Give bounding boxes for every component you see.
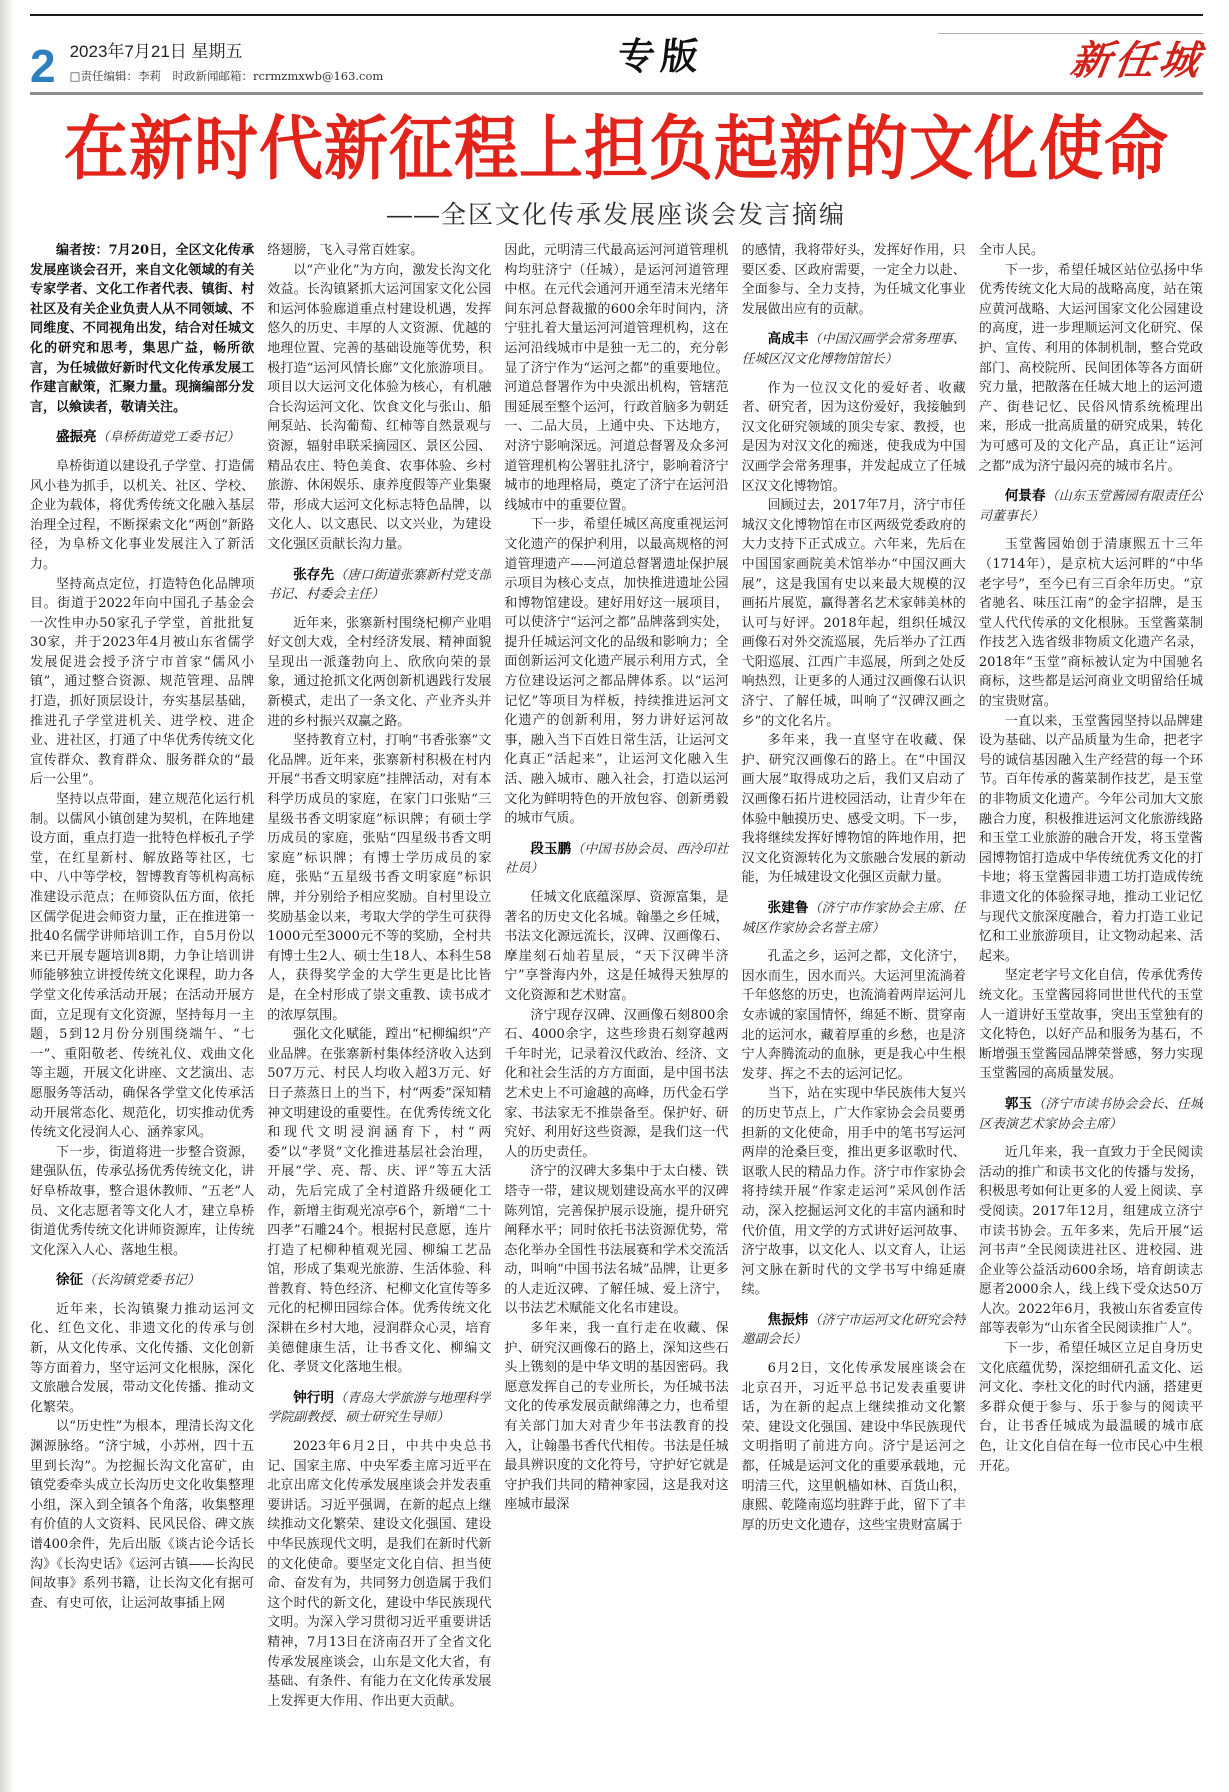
speaker-byline — [979, 1095, 1203, 1134]
page-number: 2 — [30, 40, 56, 92]
speaker-name: 何景春 — [1004, 488, 1046, 505]
body-paragraph: 回顾过去，2017年7月，济宁市任城汉文化博物馆在市区两级党委政府的大力支持下正式成立。六年来，先后在中国国家画院美术馆举办“中国汉画大展”，这是我国有史以来最大规模的汉画拓片展览，赢得著名艺术家韩美林的认可与好评。2018年起，组织任城汉画像石对外交流巡展，先后举办了江西弋阳巡展、江西广丰巡展，所到之处反响热烈，让更多的人通过汉画像石认识济宁、了解任城，叫响了“汉碑汉画之乡”的文化名片。 — [741, 498, 966, 729]
body-paragraph: 6月2日，文化传承发展座谈会在北京召开，习近平总书记发表重要讲话，为在新的起点上继续推动文化繁荣、建设文化强国、建设中华民族现代文明指明了前进方向。济宁是运河之都，任城是运河文化的重要承载地，元明清三代，这里帆樯如林、百货山积，康熙、乾隆南巡均驻跸于此，留下了丰厚的历史文化遗存，这些宝贵财富属于 — [741, 1361, 966, 1533]
body-paragraph: 多年来，我一直坚守在收藏、保护、研究汉画像石的路上。在“中国汉画大展”取得成功之后，我们又启动了汉画像石拓片进校园活动，让青少年在体验中触摸历史、感受文明。下一步，我将继续发挥好博物馆的阵地作用，把汉文化资源转化为文旅融合发展的新动能，为任城建设文化强区贡献力量。 — [741, 733, 966, 886]
body-paragraph: 坚定老字号文化自信，传承优秀传统文化。玉堂酱园将同世世代代的玉堂人一道讲好玉堂故事，突出玉堂独有的文化特色，以好产品和服务为基石，不断增强玉堂酱园品牌荣誉感，努力实现玉堂酱园的高质量发展。 — [978, 968, 1203, 1082]
body-paragraph: 近年来，张寨新村围绕杞柳产业唱好文创大戏，全村经济发展、精神面貌呈现出一派蓬勃向上、欣欣向荣的景象，通过抢抓文化两创新机遇践行发展新模式，走出了一条文化、产业齐头并进的乡村振兴双赢之路。 — [267, 615, 492, 729]
speaker-byline — [30, 1271, 254, 1291]
body-paragraph: 多年来，我一直行走在收藏、保护、研究汉画像石的路上，深知这些石头上镌刻的是中华文明的基因密码。我愿意发挥自己的专业所长，为任城书法文化的传承发展贡献绵薄之力，也希望有关部门加大对青少年书法教育的投入，让翰墨书香代代相传。书法是任城最具辨识度的文化符号，守护好它就是守护我们共同的精神家园，这是我对这座城市最深 — [504, 1321, 729, 1513]
text-column-1 — [30, 241, 254, 1789]
speaker-title: （山东玉堂酱园有限责任公司董事长） — [978, 489, 1203, 524]
speaker-title: （青岛大学旅游与地理科学学院副教授、硕士研究生导师） — [267, 1390, 492, 1426]
body-paragraph: 玉堂酱园始创于清康熙五十三年（1714年），是京杭大运河畔的“中华老字号”，至今已有三百余年历史。“京省驰名、味压江南”的金字招牌，是玉堂人代代传承的文化根脉。玉堂酱菜制作技艺入选省级非物质文化遗产名录，2018年“玉堂”商标被认定为中国驰名商标，这些都是运河商业文明留给任城的宝贵财富。 — [978, 537, 1203, 710]
speaker-title: （长沟镇党委书记） — [83, 1273, 201, 1289]
speaker-byline — [30, 428, 254, 448]
body-paragraph: 因此，元明清三代最高运河河道管理机构均驻济宁（任城），是运河河道管理中枢。在元代会通河开通至清末光绪年间东河总督裁撤的600余年时间内，济宁驻扎着大量运河河道管理机构，这在运河沿线城市中是独一无二的，充分彰显了济宁作为“运河之都”的重要地位。河道总督署作为中央派出机构，管辖范围延展至整个运河，行政首脑多为朝廷一、二品大员，上通中央、下达地方，对济宁影响深远。河道总督署及众多河道管理机构公署驻扎济宁，影响着济宁城市的地理格局，奠定了济宁在运河沿线城市中的重要位置。 — [504, 243, 729, 513]
speaker-title: （中国汉画学会常务理事、任城区汉文化博物馆馆长） — [741, 332, 966, 367]
body-paragraph: 近年来，长沟镇聚力推动运河文化、红色文化、非遗文化的传承与创新，从文化传承、文化传播、文化创新等方面着力，坚守运河文化根脉，深化文旅融合发展，带动文化传播、推动文化繁荣。 — [30, 1301, 255, 1415]
speaker-title: （阜桥街道党工委书记） — [96, 430, 240, 446]
text-column-4 — [742, 241, 966, 1789]
body-paragraph: 任城文化底蕴深厚、资源富集，是著名的历史文化名城。翰墨之乡任城，书法文化源远流长，汉碑、汉画像石、摩崖刻石灿若星辰，“天下汉碑半济宁”享誉海内外，这是任城得天独厚的文化资源和艺术财富。 — [504, 890, 729, 1003]
body-paragraph: 坚持高点定位，打造特色化品牌项目。街道于2022年向中国孔子基金会一次性申办50家孔子学堂，首批批复30家，并于2023年4月被山东省儒学发展促进会授予济宁市首家“儒风小镇”，通过整合资源、规范管理、品牌打造，抓好顶层设计，夯实基层基础，推进孔子学堂进机关、进学校、进企业、进社区，打通了中华优秀传统文化宣传群众、教育群众、服务群众的“最后一公里”。 — [30, 576, 255, 788]
masthead-divider — [938, 33, 1203, 34]
body-paragraph: 济宁的汉碑大多集中于太白楼、铁塔寺一带，建议规划建设高水平的汉碑陈列馆，完善保护展示设施，提升研究阐释水平；同时依托书法资源优势，常态化举办全国性书法展赛和学术交流活动，叫响“中国书法名城”品牌，让更多的人走近汉碑、了解任城、爱上济宁，以书法艺术赋能文化名市建设。 — [504, 1164, 729, 1317]
speaker-name: 张存先 — [293, 566, 335, 583]
speaker-name: 钟行明 — [293, 1389, 335, 1406]
speaker-name: 张建鲁 — [767, 900, 809, 916]
masthead-logo: 新任城 — [1067, 37, 1207, 84]
header-rule — [30, 92, 1203, 95]
body-paragraph: 的感情，我将带好头，发挥好作用，只要区委、区政府需要，一定全力以赴、全面参与、全力支持，为任城文化事业发展做出应有的贡献。 — [741, 243, 966, 317]
body-paragraph: 下一步，希望任城区立足自身历史文化底蕴优势，深挖细研孔孟文化、运河文化、李杜文化的时代内涵，搭建更多群众便于参与、乐于参与的阅读平台，让书香任城成为最温暖的城市底色，让文化自信在每一位市民心中生根开花。 — [978, 1341, 1203, 1474]
body-paragraph: 一直以来，玉堂酱园坚持以品牌建设为基础、以产品质量为生命，把老字号的诚信基因融入生产经营的每一个环节。百年传承的酱菜制作技艺，是玉堂的非物质文化遗产。今年公司加大文旅融合力度，积极推进运河文化旅游线路和玉堂工业旅游的融合开发，将玉堂酱园博物馆打造成中华传统优秀文化的打卡地；将玉堂酱园非遗工坊打造成传统非遗文化的体验探寻地，推动工业记忆与现代文旅深度融合，着力打造工业记忆和工业旅游项目，让文物动起来、活起来。 — [978, 713, 1203, 964]
speaker-title: （济宁市读书协会会长、任城区表演艺术家协会主席） — [978, 1096, 1203, 1132]
date-line: 2023年7月21日 星期五 — [69, 42, 243, 61]
speaker-name: 焦振炜 — [767, 1311, 809, 1328]
speaker-byline — [742, 1311, 966, 1350]
body-paragraph: 当下，站在实现中华民族伟大复兴的历史节点上，广大作家协会会员要勇担新的文化使命，用手中的笔书写运河两岸的沧桑巨变，推出更多讴歌时代、讴歌人民的精品力作。济宁市作家协会将持续开展“作家走运河”采风创作活动，深入挖掘运河文化的丰富内涵和时代价值，用文学的方式讲好运河故事、济宁故事，以文化人、以文育人，让运河文脉在新时代的文学书写中绵延赓续。 — [741, 1086, 966, 1298]
text-column-2 — [267, 241, 491, 1789]
body-paragraph: 下一步，街道将进一步整合资源，建强队伍，传承弘扬优秀传统文化，讲好阜桥故事，整合退休教师、“五老”人员、文化志愿者等文化人才，建立阜桥街道优秀传统文化讲师资源库，让传统文化深入人心、落地生根。 — [30, 1144, 255, 1258]
speaker-byline — [742, 899, 966, 938]
speaker-title: （中国书协会员、西泠印社社员） — [504, 841, 729, 877]
page-header — [30, 24, 1207, 92]
body-paragraph: 以“产业化”为方向，激发长沟文化效益。长沟镇紧抓大运河国家文化公园和运河体验廊道重点村建设机遇，发挥悠久的历史、丰厚的人文资源、优越的地理位置、完善的基础设施等优势，积极打造“运河风情长廊”文化旅游项目。项目以大运河文化体验为核心，有机融合长沟运河文化、饮食文化与张山、船闸泵站、长沟葡萄、红柿等自然景观与资源，辐射串联采摘园区、景区公园、精品农庄、特色美食、农事体验、乡村旅游、休闲娱乐、康养度假等产业集聚带，形成大运河文化标志特色品牌，以文化人、以文惠民、以文兴业，为建设文化强区贡献长沟力量。 — [267, 262, 492, 552]
body-paragraph: 济宁现存汉碑、汉画像石刻800余石、4000余字，这些珍贵石刻穿越两千年时光，记录着汉代政治、经济、文化和社会生活的方方面面，是中国书法艺术史上不可逾越的高峰，历代金石学家、书法家无不推崇备至。保护好、研究好、利用好这些资源，是我们这一代人的历史责任。 — [504, 1007, 729, 1160]
speaker-byline — [267, 566, 491, 605]
speaker-title: （济宁市作家协会主席、任城区作家协会名誉主席） — [741, 901, 966, 936]
speaker-name: 徐征 — [56, 1272, 83, 1289]
speaker-title: （唐口街道张寨新村党支部书记、村委会主任） — [267, 567, 492, 603]
body-paragraph: 作为一位汉文化的爱好者、收藏者、研究者，因为这份爱好，我接触到汉文化研究领域的顶尖专家、教授，也是因为对汉文化的痴迷，使我成为中国汉画学会常务理事，并发起成立了任城区汉文化博物馆。 — [741, 380, 966, 494]
body-paragraph: 下一步，希望任城区站位弘扬中华优秀传统文化大局的战略高度，站在策应黄河战略、大运河国家文化公园建设的高度，进一步理顺运河文化研究、保护、宣传、利用的体制机制，整合党政部门、高校院所、民间团体等各方面研究力量，把散落在任城大地上的运河遗产、街巷记忆、民俗风情系统梳理出来，形成一批高质量的研究成果，转化为可感可及的文化产品，真正让“运河之都”成为济宁最闪亮的城市名片。 — [978, 262, 1203, 474]
speaker-name: 高成丰 — [767, 331, 809, 348]
header-left — [30, 37, 384, 92]
editor-note: 编者按：7月20日，全区文化传承发展座谈会召开，来自文化领域的有关专家学者、文化工作者代表、镇街、村社区及有关企业负责人从不同领域、不同维度、不同视角出发，结合对任城文化的研究和思考，集思广益，畅所欲言，为任城做好新时代文化传承发展工作建言献策，汇聚力量。现摘编部分发言，以飨读者，敬请关注。 — [30, 243, 255, 415]
body-paragraph: 坚持教育立村，打响“书香张寨”文化品牌。近年来，张寨新村积极在村内开展“书香文明家庭”挂牌活动，对有本科学历成员的家庭，在家门口张贴“三星级书香文明家庭”标识牌；有硕士学历成员的家庭，张贴“四星级书香文明家庭”标识牌；有博士学历成员的家庭，张贴“五星级书香文明家庭”标识牌，并分别给予相应奖励。自村里设立奖励基金以来，考取大学的学生可获得1000元至3000元不等的奖励，全村共有博士生2人、硕士生18人、本科生58人，获得奖学金的大学生更是比比皆是，在全村形成了崇文重教、读书成才的浓厚氛围。 — [267, 733, 492, 1023]
body-paragraph: 强化文化赋能，蹚出“杞柳编织”产业品牌。在张寨新村集体经济收入达到507万元、村民人均收入超3万元、好日子蒸蒸日上的当下，村“两委”深知精神文明建设的重要性。在优秀传统文化和现代文明浸润涵育下，村“两委”以“孝贤”文化推进基层社会治理，开展“学、亮、帮、庆、评”等五大活动，先后完成了全村道路升级硬化工作，新增主街观光凉亭6个，新增“二十四孝”石雕24个。根据村民意愿，连片打造了杞柳种植观光园、柳编工艺品馆，形成了集观光旅游、生活体验、科普教育、特色经济、杞柳文化宣传等多元化的杞柳田园综合体。优秀传统文化深耕在乡村大地，浸润群众心灵，培育美德健康生活，让书香文化、柳编文化、孝贤文化落地生根。 — [267, 1027, 492, 1376]
speaker-name: 段玉鹏 — [530, 840, 572, 857]
speaker-byline — [742, 330, 966, 369]
article-columns — [30, 241, 1203, 1789]
section-label: 专版 — [615, 36, 706, 77]
masthead-wrap — [938, 33, 1207, 86]
text-column-5 — [979, 241, 1203, 1789]
speaker-byline — [979, 487, 1203, 526]
editor-line: □责任编辑：李莉 时政新闻邮箱：rcrmzmxwb@163.com — [69, 69, 384, 83]
body-paragraph: 孔孟之乡，运河之都，文化济宁，因水而生，因水而兴。大运河里流淌着千年悠悠的历史，也流淌着两岸运河儿女赤诚的家国情怀，绵延不断、贯穿南北的运河水，藏着厚重的乡愁，也是济宁人奔腾流动的血脉，更是我心中生根发芽、挥之不去的运河记忆。 — [741, 949, 966, 1082]
speaker-title: （济宁市运河文化研究会特邀副会长） — [741, 1312, 966, 1348]
body-paragraph: 下一步，希望任城区高度重视运河文化遗产的保护利用，以最高规格的河道管理遗产——河道总督署遗址保护展示项目为核心支点，加快推进遗址公园和博物馆建设。建好用好这一展项目，可以使济宁“运河之都”品牌落到实处，提升任城运河文化的品级和影响力；全面创新运河文化遗产展示利用方式，全方位建设运河之都品牌体系。以“运河记忆”等项目为样板，持续推进运河文化遗产的创新利用，努力讲好运河故事，融入当下百姓日常生活，让运河文化真正“活起来”，让运河文化融入生活、融入城市、融入社会，打造以运河文化为鲜明特色的开放包容、创新勇毅的城市气质。 — [504, 517, 729, 827]
speaker-byline — [504, 840, 728, 879]
body-paragraph: 坚持以点带面，建立规范化运行机制。以儒风小镇创建为契机，在阵地建设方面，重点打造一批特色样板孔子学堂，在红星新村、解放路等社区，七中、八中等学校，智博教育等机构高标准建设示范点；在师资队伍方面，依托区儒学促进会师资力量，正在推进第一批40名儒学讲师培训工作，自5月份以来已开展专题培训8期，力争让培训讲师能够独立讲授传统文化课程，助力各学堂文化传承活动开展；在活动开展方面，立足现有文化资源，坚持每月一主题，5到12月份分别围绕端午、“七一”、重阳敬老、传统礼仪、戏曲文化等主题，开展文化讲座、文艺演出、志愿服务等活动，确保各学堂文化传承活动开展常态化、规范化，切实推动优秀传统文化浸润人心、涵养家风。 — [30, 792, 255, 1141]
text-column-3 — [504, 241, 728, 1789]
main-headline: 在新时代新征程上担负起新的文化使命 — [64, 109, 1169, 188]
speaker-name: 盛振亮 — [56, 429, 97, 446]
body-paragraph: 阜桥街道以建设孔子学堂、打造儒风小巷为抓手，以机关、社区、学校、企业为载体，将优秀传统文化融入基层治理全过程，不断探索文化“两创”新路径，为阜桥文化事业发展注入了新活力。 — [30, 458, 255, 572]
body-paragraph: 全市人民。 — [978, 243, 1044, 258]
body-paragraph: 2023年6月2日，中共中央总书记、国家主席、中央军委主席习近平在北京出席文化传承发展座谈会并发表重要讲话。习近平强调，在新的起点上继续推动文化繁荣、建设文化强国、建设中华民族现代文明，是我们在新时代新的文化使命。要坚定文化自信、担当使命、奋发有为，共同努力创造属于我们这个时代的新文化，建设中华民族现代文明。为深入学习贯彻习近平重要讲话精神，7月13日在济南召开了全省文化传承发展座谈会，山东是文化大省，有基础、有条件、有能力在文化传承发展上发挥更大作用、作出更大贡献。 — [267, 1439, 492, 1709]
header-meta — [70, 37, 384, 86]
top-rule — [30, 14, 1203, 16]
body-paragraph: 近几年来，我一直致力于全民阅读活动的推广和读书文化的传播与发扬，积极思考如何让更多的人爱上阅读、享受阅读。2017年12月，组建成立济宁市读书协会。五年多来，先后开展“运河书声”全民阅读进社区、进校园、进企业等公益活动600余场，培育朗读志愿者2000余人，线上线下受众达50万人次。2022年6月，我被山东省委宣传部等表彰为“山东省全民阅读推广人”。 — [978, 1145, 1203, 1337]
body-paragraph: 络翅膀，飞入寻常百姓家。 — [267, 243, 424, 258]
speaker-byline — [267, 1389, 491, 1428]
sub-headline: ——全区文化传承发展座谈会发言摘编 — [386, 201, 846, 229]
speaker-name: 郭玉 — [1004, 1095, 1033, 1112]
body-paragraph: 以“历史性”为根本，理清长沟文化渊源脉络。“济宁城，小苏州，四十五里到长沟”。为挖掘长沟文化富矿，由镇党委牵头成立长沟历史文化收集整理小组，深入到全镇各个角落，收集整理有价值的人文资料、民风民俗、碑文族谱400余件，先后出版《谈古论今话长沟》《长沟史话》《运河古镇——长沟民间故事》系列书籍，让长沟文化有据可查、有史可依，让运河故事插上网 — [30, 1419, 255, 1611]
